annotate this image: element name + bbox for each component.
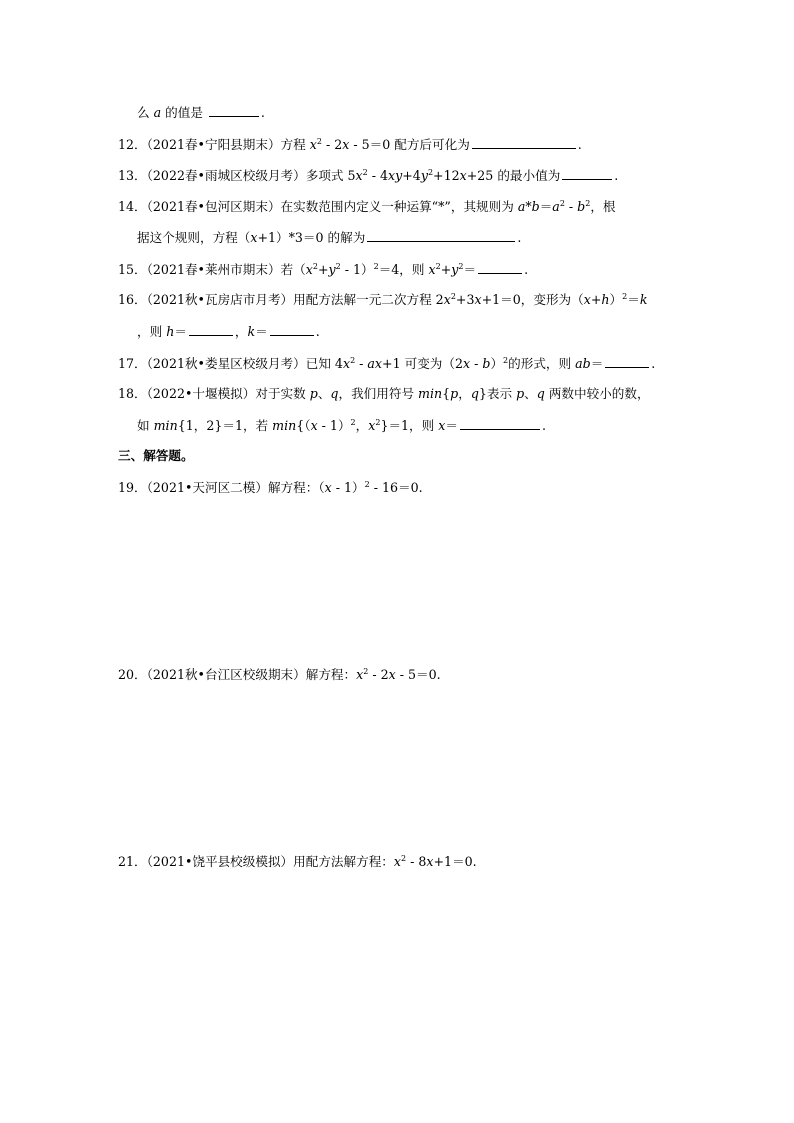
question-13: 13．（2022春•雨城区校级月考）多项式 $5x^2 - 4xy+4y^2+12x+25$ 的最小值为 . [118,167,619,183]
question-19: 19．（2021•天河区二模）解方程：（x - 1）$^2$ - 16＝0. [118,479,423,495]
question-18-line1: 18．（2022•十堰模拟）对于实数 p、q，我们用符号 min{p，q}表示 p、q 两数中较小的数， [118,386,650,401]
question-14-line2: 据这个规则，方程（x+1）*3＝0 的解为 . [137,230,522,245]
question-20: 20．（2021秋•台江区校级期末）解方程：$x^2 - 2x - 5=0$. [118,666,441,682]
question-11-continuation: 么 a 的值是 . [137,105,265,120]
question-21: 21．（2021•饶平县校级模拟）用配方法解方程：$x^2 - 8x+1=0$. [118,853,477,869]
q11-blank [209,104,259,117]
question-18-line2: 如 min{1，2}＝1，若 min{（x - 1）$^2$，$x^2\}=1$，则 x＝ . [137,417,546,433]
question-15: 15．（2021春•莱州市期末）若$(x^2+y^2 - 1)^2=4$，则 $x^2+y^2=$ . [118,261,529,277]
question-16-line2: ，则 h＝ ，k＝ . [137,324,320,339]
q11-text: 么 a 的值是 [137,105,207,120]
question-17: 17．（2021秋•娄星区校级月考）已知 $4x^2 - ax+1$ 可变为（2x - b）$^2$的形式，则 ab＝ . [118,355,656,371]
question-12: 12．（2021春•宁阳县期末）方程 $x^2 - 2x - 5=0$ 配方后可化为 . [118,136,582,152]
question-16-line1: 16．（2021秋•瓦房店市月考）用配方法解一元二次方程 $2x^2+3x+1=0$，变形为$(x+h)^2=k$ [118,291,648,307]
question-14-line1: 14．（2021春•包河区期末）在实数范围内定义一种运算“*”，其规则为 $a*b=a^2 - b^2$，根 [118,198,616,214]
section-heading-answers: 三、解答题。 [118,448,194,463]
